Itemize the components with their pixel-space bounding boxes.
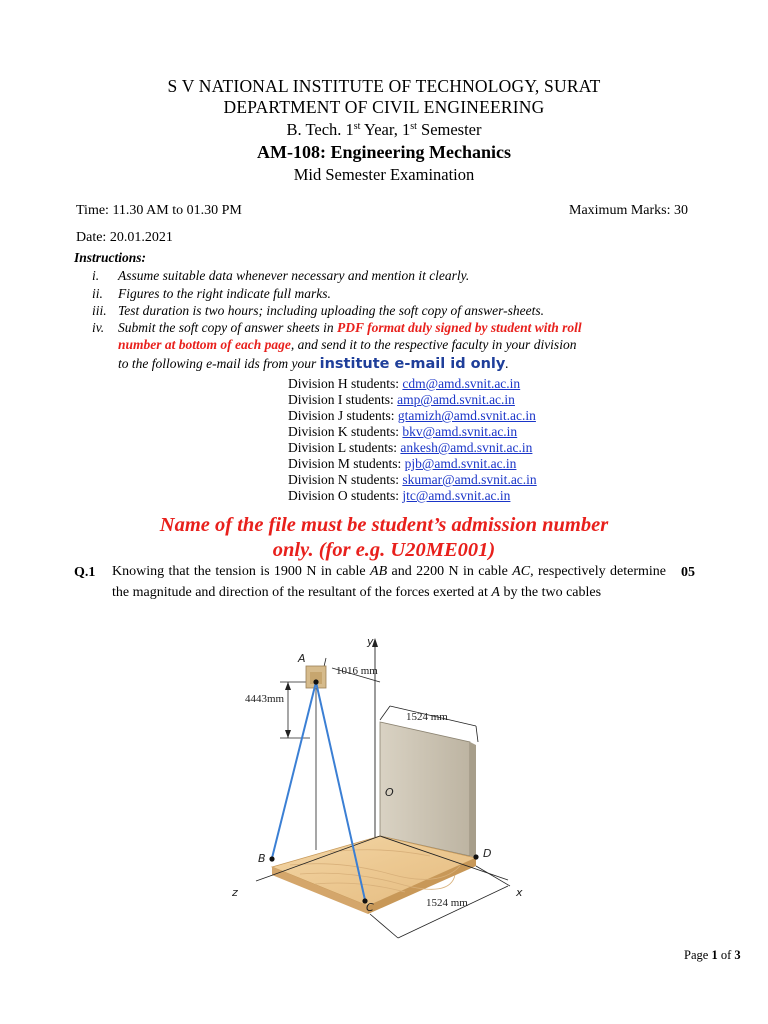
division-email-link[interactable]: ankesh@amd.svnit.ac.in <box>400 440 533 455</box>
question-marks: 05 <box>681 565 695 580</box>
page-current: 1 <box>711 948 718 962</box>
label-c: C <box>366 901 374 914</box>
division-label: Division J students: <box>288 408 398 423</box>
department-name: DEPARTMENT OF CIVIL ENGINEERING <box>223 97 545 117</box>
dim-4443: 4443mm <box>245 693 285 705</box>
page-number <box>684 948 741 963</box>
division-label: Division M students: <box>288 456 405 471</box>
question-var: AB <box>370 564 388 579</box>
question-text-part: by the two cables <box>499 584 602 600</box>
course-title: AM-108: Engineering Mechanics <box>257 142 511 162</box>
question-var: A <box>491 584 500 600</box>
dim-1016: 1016 mm <box>336 665 378 677</box>
division-email-link[interactable]: bkv@amd.svnit.ac.in <box>402 424 518 439</box>
label-d: D <box>483 847 492 860</box>
question-text <box>112 562 666 603</box>
instruction-num: i. <box>92 268 100 283</box>
back-wall <box>380 722 476 858</box>
division-label: Division H students: <box>288 376 403 391</box>
instruction-num: ii. <box>92 286 103 301</box>
instruction-text: Submit the soft copy of answer sheets in <box>118 320 337 335</box>
instruction-text: Test duration is two hours; including uploading the soft copy of answer-sheets. <box>118 303 544 318</box>
program-sup: st <box>353 121 361 132</box>
label-a: A <box>298 652 306 665</box>
program-text: Year, 1 <box>360 120 411 139</box>
page-total: 3 <box>734 948 741 962</box>
label-x: x <box>516 886 523 899</box>
division-label: Division L students: <box>288 440 401 455</box>
file-name-note: only. (for e.g. U20ME001) <box>272 539 496 561</box>
question-number: Q.1 <box>74 565 96 580</box>
label-b: B <box>258 852 266 865</box>
division-row <box>288 408 536 424</box>
instruction-highlight: number at bottom of each page <box>118 337 291 352</box>
max-marks: Maximum Marks: 30 <box>569 203 688 218</box>
exam-time: Time: 11.30 AM to 01.30 PM <box>76 203 242 218</box>
page-of: of <box>717 948 735 962</box>
instruction-num: iv. <box>92 320 105 335</box>
question-text-part: Knowing that the tension is 1900 N in cable <box>112 564 371 579</box>
division-row <box>288 392 515 408</box>
dim-1524-floor: 1524 mm <box>426 897 468 909</box>
page-prefix: Page <box>684 948 712 962</box>
division-label: Division N students: <box>288 472 403 487</box>
institute-name: S V NATIONAL INSTITUTE OF TECHNOLOGY, SURAT <box>167 76 601 96</box>
division-row <box>288 440 532 456</box>
division-email-link[interactable]: gtamizh@amd.svnit.ac.in <box>397 408 536 423</box>
point-b-marker <box>269 856 274 861</box>
instruction-text: Assume suitable data whenever necessary and mention it clearly. <box>118 268 470 283</box>
exam-title: Mid Semester Examination <box>293 165 475 184</box>
division-row <box>288 488 510 504</box>
instruction-item <box>92 286 331 302</box>
program-sup: st <box>410 121 417 132</box>
instruction-item <box>92 268 469 284</box>
instruction-emphasis: institute e-mail id only <box>319 356 506 372</box>
instruction-item-cont <box>118 356 509 372</box>
question-text-part: , respectively determine the magnitude and direction of the resultant of the forces exerted at <box>112 564 666 600</box>
instruction-num: iii. <box>92 303 107 318</box>
instruction-text: to the following e-mail ids from your <box>118 356 320 371</box>
division-label: Division O students: <box>288 488 403 503</box>
dim-1524-wall: 1524 mm <box>406 711 448 723</box>
point-d-marker <box>473 854 478 859</box>
exam-date: Date: 20.01.2021 <box>76 230 173 245</box>
division-email-link[interactable]: amp@amd.svnit.ac.in <box>397 392 515 407</box>
division-email-link[interactable]: cdm@amd.svnit.ac.in <box>402 376 521 391</box>
program-text: B. Tech. 1 <box>286 120 354 139</box>
division-row <box>288 472 537 488</box>
division-label: Division I students: <box>288 392 398 407</box>
program-line <box>0 120 768 140</box>
division-email-link[interactable]: skumar@amd.svnit.ac.in <box>402 472 537 487</box>
instruction-text: , and send it to the respective faculty in your division <box>290 337 577 352</box>
instructions-title: Instructions: <box>74 250 147 265</box>
label-z: z <box>232 886 238 899</box>
instruction-highlight: PDF format duly signed by student with roll <box>336 320 582 335</box>
division-row <box>288 456 516 472</box>
cable-figure <box>230 630 560 948</box>
instruction-item-cont <box>118 337 576 353</box>
instruction-item <box>92 303 544 319</box>
division-label: Division K students: <box>288 424 403 439</box>
division-row <box>288 376 520 392</box>
label-y: y <box>367 635 374 648</box>
label-o: O <box>385 786 394 799</box>
file-name-note: Name of the file must be student’s admission number <box>159 514 609 536</box>
division-email-link[interactable]: jtc@amd.svnit.ac.in <box>402 488 511 503</box>
instruction-text: . <box>505 356 509 371</box>
instruction-item <box>92 320 582 336</box>
instruction-text: Figures to the right indicate full marks. <box>118 286 331 301</box>
division-row <box>288 424 517 440</box>
question-var: AC <box>512 564 531 579</box>
program-text: Semester <box>416 120 482 139</box>
question-text-part: and 2200 N in cable <box>387 564 513 579</box>
dimension-arrow <box>285 730 291 738</box>
point-a-marker <box>313 679 318 684</box>
dimension-arrow <box>285 682 291 690</box>
division-email-link[interactable]: pjb@amd.svnit.ac.in <box>404 456 517 471</box>
